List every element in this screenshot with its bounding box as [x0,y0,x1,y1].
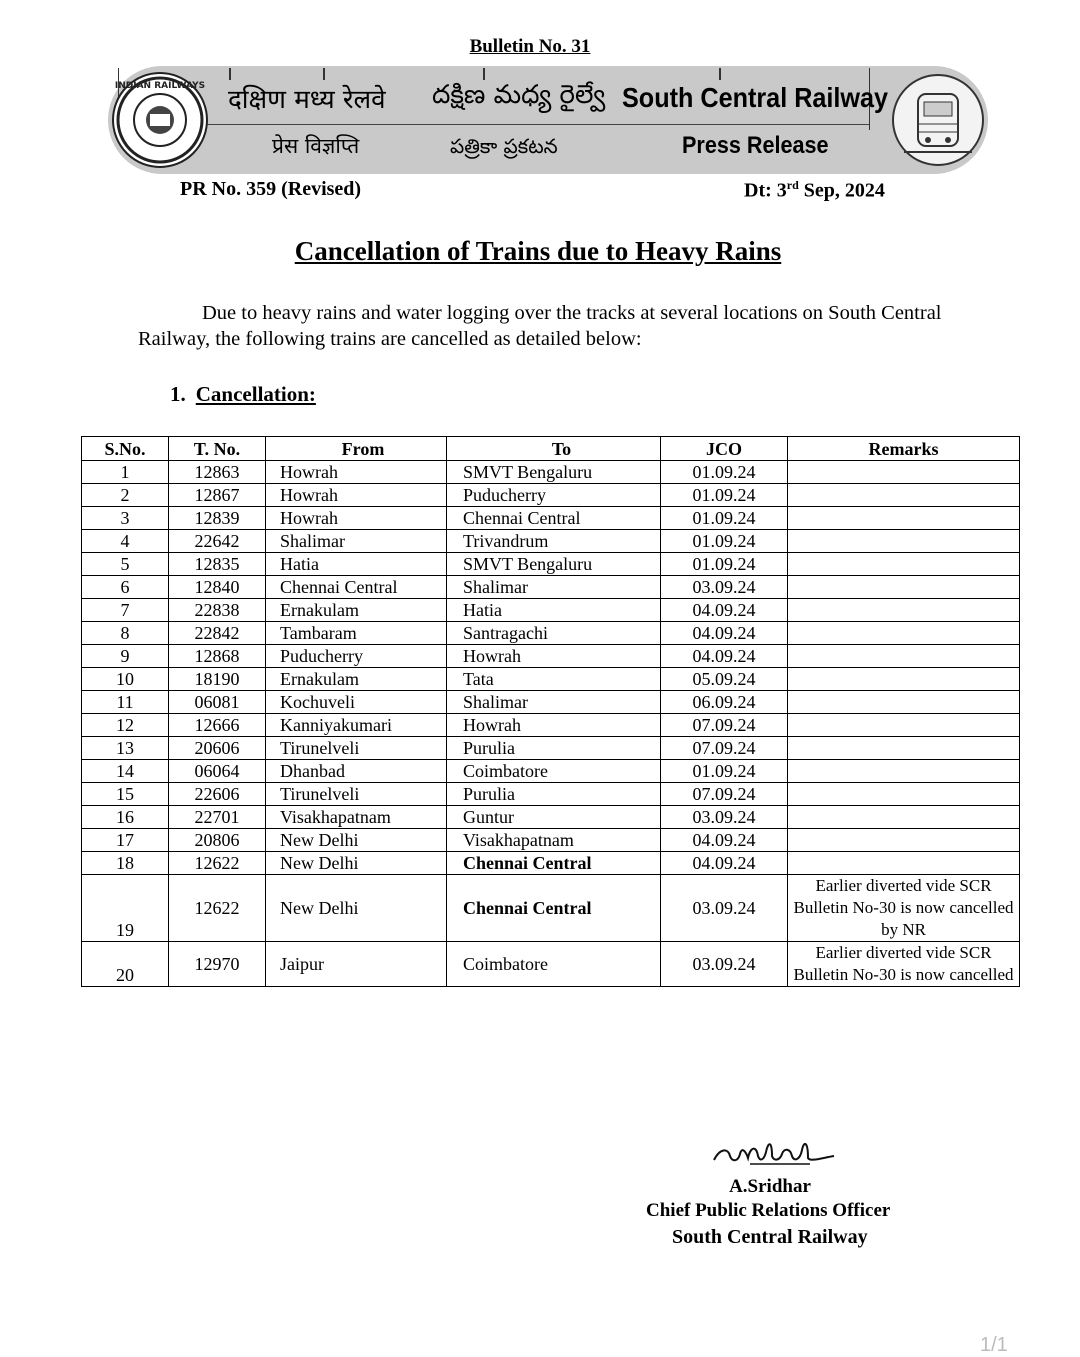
cell-jco: 04.09.24 [661,645,788,668]
cell-remarks [788,783,1020,806]
bulletin-number: Bulletin No. 31 [469,36,591,57]
english-subtitle: Press Release [682,132,829,159]
cell-train-number: 22606 [169,783,266,806]
cell-from: Shalimar [266,530,447,553]
table-row [82,942,1020,987]
cell-train-number: 22842 [169,622,266,645]
cell-to: Coimbatore [447,760,661,783]
cell-to: Hatia [447,599,661,622]
cell-to: Visakhapatnam [447,829,661,852]
table-row [82,875,1020,942]
cell-remarks [788,507,1020,530]
cell-remarks [788,484,1020,507]
cell-jco: 05.09.24 [661,668,788,691]
cell-sno: 11 [82,691,169,714]
cell-to: Shalimar [447,576,661,599]
cell-from: New Delhi [266,875,447,942]
cell-from: Dhanbad [266,760,447,783]
cancellation-table [81,436,1020,987]
cell-to: Purulia [447,783,661,806]
cell-sno: 1 [82,461,169,484]
cell-from: Tirunelveli [266,783,447,806]
cell-remarks [788,461,1020,484]
signatory-name: A.Sridhar [729,1176,811,1197]
cell-sno: 8 [82,622,169,645]
cell-remarks [788,691,1020,714]
cell-from: Chennai Central [266,576,447,599]
table-row [82,645,1020,668]
cell-sno: 4 [82,530,169,553]
cell-to: Guntur [447,806,661,829]
cell-remarks [788,852,1020,875]
table-row [82,691,1020,714]
english-title: South Central Railway [622,82,889,113]
section-heading: 1. Cancellation: [170,382,316,406]
cell-jco: 01.09.24 [661,507,788,530]
cell-jco: 03.09.24 [661,942,788,987]
cell-from: Howrah [266,461,447,484]
cell-to: Chennai Central [447,852,661,875]
cell-from: Kanniyakumari [266,714,447,737]
cell-remarks [788,530,1020,553]
cell-jco: 07.09.24 [661,783,788,806]
table-row [82,530,1020,553]
train-emblem-icon [892,74,984,166]
cell-train-number: 12868 [169,645,266,668]
telugu-subtitle: పత్రికా ప్రకటన [450,134,558,158]
cell-train-number: 22642 [169,530,266,553]
cell-train-number: 12840 [169,576,266,599]
table-row [82,783,1020,806]
cell-train-number: 12839 [169,507,266,530]
cell-train-number: 12666 [169,714,266,737]
table-row [82,507,1020,530]
cell-from: New Delhi [266,829,447,852]
table-row [82,852,1020,875]
cell-from: Hatia [266,553,447,576]
cell-jco: 01.09.24 [661,484,788,507]
cell-sno: 7 [82,599,169,622]
table-row [82,553,1020,576]
cell-remarks [788,829,1020,852]
cell-train-number: 12970 [169,942,266,987]
cell-from: Tirunelveli [266,737,447,760]
cell-jco: 01.09.24 [661,553,788,576]
cell-to: Tata [447,668,661,691]
cell-train-number: 12863 [169,461,266,484]
cell-from: Visakhapatnam [266,806,447,829]
cell-train-number: 12622 [169,852,266,875]
header-tno: T. No. [169,437,266,461]
table-row [82,714,1020,737]
cell-to: Chennai Central [447,507,661,530]
cell-sno: 5 [82,553,169,576]
press-release-number: PR No. 359 (Revised) [180,178,362,200]
cell-jco: 04.09.24 [661,829,788,852]
header-sno: S.No. [82,437,169,461]
cell-jco: 03.09.24 [661,806,788,829]
table-row [82,622,1020,645]
header-remarks: Remarks [788,437,1020,461]
release-date: Dt: 3rd Sep, 2024 [744,178,885,202]
cell-sno: 20 [82,942,169,987]
hindi-title: दक्षिण मध्य रेलवे [228,85,386,115]
cell-sno: 18 [82,852,169,875]
cell-remarks [788,760,1020,783]
cell-sno: 6 [82,576,169,599]
cell-from: Howrah [266,507,447,530]
cell-jco: 03.09.24 [661,875,788,942]
cell-to: Puducherry [447,484,661,507]
cell-train-number: 12622 [169,875,266,942]
cell-jco: 01.09.24 [661,760,788,783]
cell-remarks: Earlier diverted vide SCR Bulletin No-30 is now cancelled [788,942,1020,987]
table-row [82,484,1020,507]
table-row [82,760,1020,783]
cell-jco: 07.09.24 [661,714,788,737]
cell-remarks [788,645,1020,668]
cell-from: Tambaram [266,622,447,645]
intro-paragraph: Due to heavy rains and water logging over the tracks at several locations on South Central Railway, the following trains are cancelled as detailed below: [138,302,942,350]
cell-remarks [788,576,1020,599]
cell-to: SMVT Bengaluru [447,461,661,484]
cell-from: Kochuveli [266,691,447,714]
cell-from: Howrah [266,484,447,507]
cell-sno: 13 [82,737,169,760]
cell-remarks [788,714,1020,737]
cell-jco: 04.09.24 [661,852,788,875]
cell-jco: 04.09.24 [661,622,788,645]
cell-remarks [788,668,1020,691]
table-header-row [82,437,1020,461]
cell-train-number: 12867 [169,484,266,507]
table-row [82,829,1020,852]
cell-from: Jaipur [266,942,447,987]
cell-remarks: Earlier diverted vide SCR Bulletin No-30 is now cancelled by NR [788,875,1020,942]
cell-sno: 2 [82,484,169,507]
cell-from: Puducherry [266,645,447,668]
cell-jco: 01.09.24 [661,530,788,553]
cell-jco: 07.09.24 [661,737,788,760]
cell-to: Santragachi [447,622,661,645]
svg-text:INDIAN RAILWAYS: INDIAN RAILWAYS [114,81,206,91]
cell-train-number: 18190 [169,668,266,691]
cell-jco: 04.09.24 [661,599,788,622]
cell-sno: 14 [82,760,169,783]
header-to: To [447,437,661,461]
cell-remarks [788,599,1020,622]
cell-from: Ernakulam [266,599,447,622]
table-row [82,461,1020,484]
cell-train-number: 06064 [169,760,266,783]
cell-jco: 06.09.24 [661,691,788,714]
cell-train-number: 22701 [169,806,266,829]
cell-remarks [788,737,1020,760]
cell-remarks [788,806,1020,829]
cell-sno: 19 [82,875,169,942]
cell-sno: 17 [82,829,169,852]
cell-to: Chennai Central [447,875,661,942]
cell-sno: 10 [82,668,169,691]
hindi-subtitle: प्रेस विज्ञप्ति [272,134,360,158]
cell-sno: 9 [82,645,169,668]
table-row [82,576,1020,599]
cell-sno: 3 [82,507,169,530]
indian-railways-logo [112,72,208,168]
cell-to: Shalimar [447,691,661,714]
signature-scribble [710,1134,840,1175]
cell-train-number: 20606 [169,737,266,760]
cell-to: SMVT Bengaluru [447,553,661,576]
table-row [82,737,1020,760]
cell-train-number: 06081 [169,691,266,714]
cell-to: Purulia [447,737,661,760]
cell-to: Howrah [447,645,661,668]
header-jco: JCO [661,437,788,461]
cell-sno: 12 [82,714,169,737]
header-from: From [266,437,447,461]
signatory-title: Chief Public Relations Officer [646,1200,891,1221]
cell-sno: 15 [82,783,169,806]
table-row [82,806,1020,829]
telugu-title: దక్షిణ మధ్య రైల్వే [432,80,606,110]
cell-remarks [788,622,1020,645]
cell-jco: 01.09.24 [661,461,788,484]
cell-train-number: 22838 [169,599,266,622]
cell-from: Ernakulam [266,668,447,691]
document-title: Cancellation of Trains due to Heavy Rains [294,236,782,266]
cell-train-number: 20806 [169,829,266,852]
table-row [82,668,1020,691]
cell-remarks [788,553,1020,576]
page-number: 1/1 [980,1334,1008,1356]
cell-sno: 16 [82,806,169,829]
cell-train-number: 12835 [169,553,266,576]
signatory-organization: South Central Railway [672,1226,868,1248]
cell-from: New Delhi [266,852,447,875]
cell-to: Coimbatore [447,942,661,987]
table-row [82,599,1020,622]
cell-to: Trivandrum [447,530,661,553]
cell-jco: 03.09.24 [661,576,788,599]
cell-to: Howrah [447,714,661,737]
